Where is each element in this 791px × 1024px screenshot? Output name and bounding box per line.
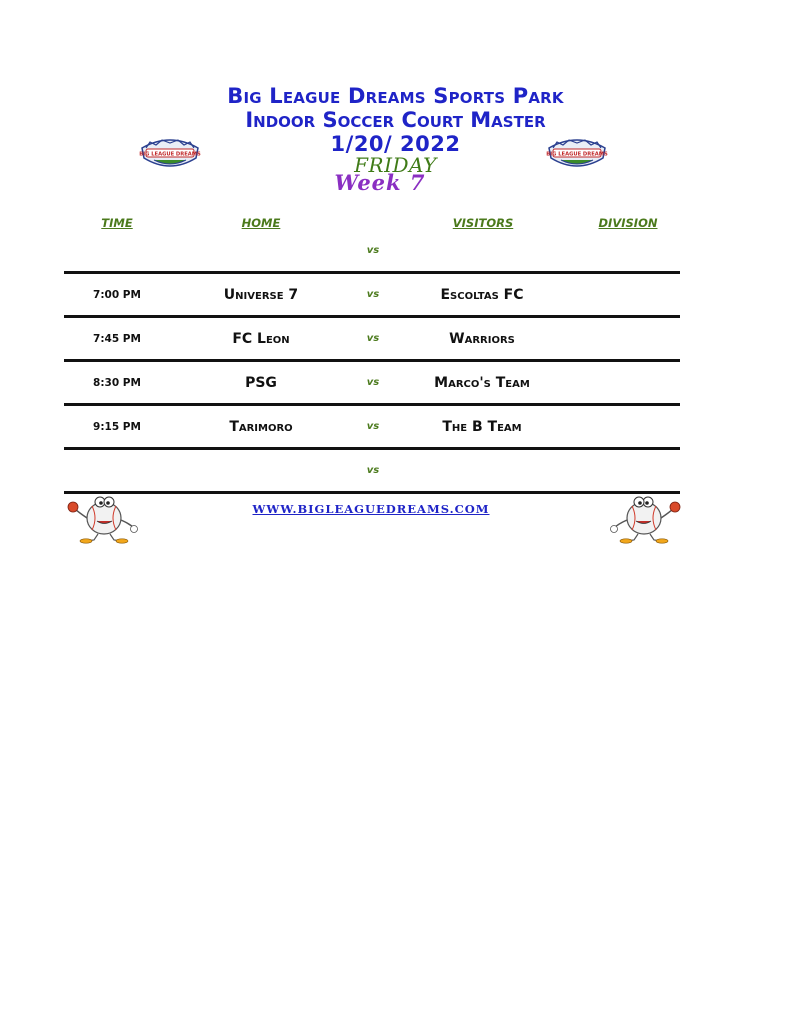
row-divider	[64, 491, 680, 494]
column-header-home: HOME	[241, 216, 281, 230]
division	[584, 231, 674, 271]
svg-text:BIG LEAGUE DREAMS: BIG LEAGUE DREAMS	[139, 151, 201, 158]
schedule-date: 1/20/ 2022	[330, 132, 461, 156]
svg-text:BIG LEAGUE DREAMS: BIG LEAGUE DREAMS	[546, 151, 608, 158]
visiting-team: Marco's Team	[434, 375, 530, 391]
table-row	[64, 275, 680, 315]
game-time	[64, 231, 170, 271]
column-header-time: TIME	[101, 216, 133, 230]
vs-label: vs	[366, 421, 380, 432]
column-header-division: DIVISION	[598, 216, 658, 230]
home-team: FC Leon	[232, 331, 290, 347]
visiting-team: The B Team	[442, 419, 522, 435]
visiting-team: Warriors	[449, 331, 515, 347]
vs-label: vs	[366, 289, 380, 300]
table-row	[64, 407, 680, 447]
game-time: 7:45 PM	[93, 333, 141, 345]
schedule-day: FRIDAY	[354, 153, 437, 177]
table-row	[64, 363, 680, 403]
vs-label: vs	[366, 465, 380, 476]
big-league-dreams-logo-icon	[545, 134, 609, 170]
division	[584, 407, 674, 447]
big-league-dreams-logo-icon	[138, 134, 202, 170]
home-team: Tarimoro	[229, 419, 293, 435]
row-divider	[64, 315, 680, 318]
visiting-team	[398, 451, 566, 491]
schedule-title: Indoor Soccer Court Master	[245, 108, 546, 132]
table-row	[64, 451, 680, 491]
row-divider	[64, 403, 680, 406]
baseball-mascot-icon	[608, 494, 684, 544]
table-row	[64, 231, 680, 271]
game-time: 8:30 PM	[93, 377, 141, 389]
division	[584, 363, 674, 403]
park-title: Big League Dreams Sports Park	[227, 84, 564, 108]
website-link[interactable]: WWW.BIGLEAGUEDREAMS.COM	[252, 502, 490, 516]
home-team	[181, 451, 341, 491]
column-header-visitors: VISITORS	[452, 216, 514, 230]
game-time: 7:00 PM	[93, 289, 141, 301]
home-team	[181, 231, 341, 271]
vs-label: vs	[366, 377, 380, 388]
home-team: Universe 7	[223, 287, 299, 303]
visiting-team	[398, 231, 566, 271]
row-divider	[64, 359, 680, 362]
vs-label: vs	[366, 245, 380, 256]
division	[584, 275, 674, 315]
row-divider	[64, 271, 680, 274]
row-divider	[64, 447, 680, 450]
vs-label: vs	[366, 333, 380, 344]
home-team: PSG	[245, 375, 277, 391]
visiting-team: Escoltas FC	[440, 287, 524, 303]
division	[584, 451, 674, 491]
game-time: 9:15 PM	[93, 421, 141, 433]
game-time	[64, 451, 170, 491]
division	[584, 319, 674, 359]
schedule-week: Week 7	[334, 170, 426, 195]
table-row	[64, 319, 680, 359]
